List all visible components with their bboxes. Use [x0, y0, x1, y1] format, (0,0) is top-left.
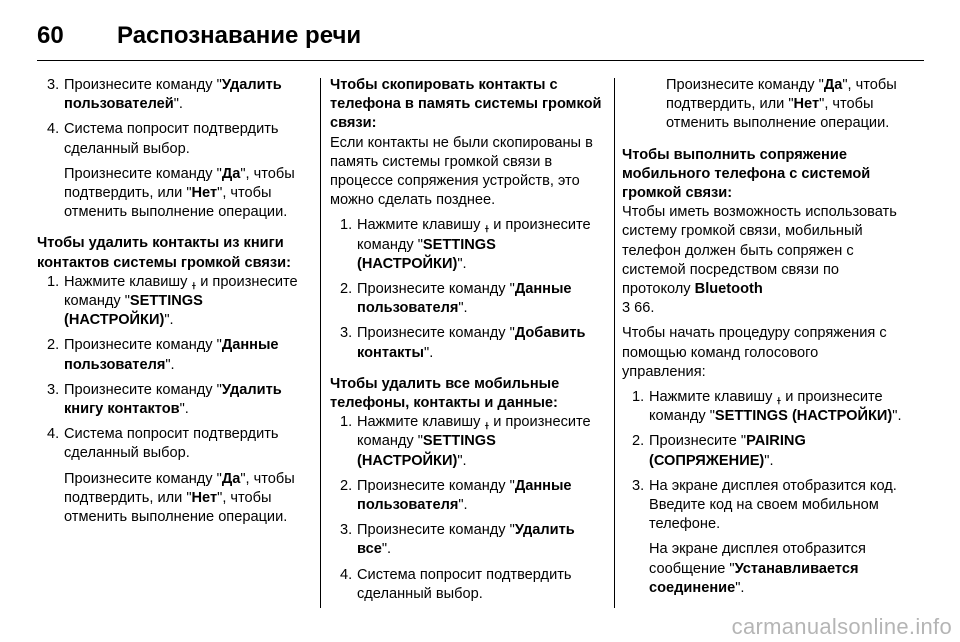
column-divider: [320, 78, 321, 608]
microphone-icon: ߪ: [776, 390, 782, 405]
column-1: [37, 76, 305, 533]
list-item: 1. Нажмите клавишу ߪ и произнесите команду "SETTINGS (НАСТРОЙКИ)".: [632, 389, 902, 425]
list-item: 2. Произнесите команду "Данные пользователя".: [340, 477, 572, 514]
microphone-icon: ߪ: [191, 274, 197, 289]
header-rule: [37, 60, 924, 61]
list-item: 2. Произнесите "PAIRING (СОПРЯЖЕНИЕ)".: [632, 433, 806, 469]
list-item: 4. Система попросит подтвердить сделанный выбор. Произнесите команду "Да", чтобы подтвердить, или "Нет", чтобы отменить выполнение операции.: [47, 426, 295, 526]
section-heading: Чтобы выполнить сопряжение мобильного телефона с системой громкой связи:: [622, 146, 871, 202]
column-divider: [614, 78, 615, 608]
list-item: 3. Произнесите команду "Удалить книгу контактов".: [47, 381, 282, 418]
page-reference: 3 66.: [622, 300, 655, 317]
watermark: carmanualsonline.info: [731, 614, 952, 639]
list-item: 3. Произнесите команду "Добавить контакты".: [340, 325, 586, 361]
list-item: 1. Нажмите клавишу ߪ и произнесите команду "SETTINGS (НАСТРОЙКИ)".: [340, 414, 591, 469]
page-number: 60: [37, 22, 64, 49]
section-heading: Чтобы скопировать контакты с телефона в память системы громкой связи:: [330, 77, 602, 132]
list-item: 4. Система попросит подтвердить сделанный выбор. Произнесите команду "Да", чтобы подтвердить, или "Нет", чтобы отменить выполнение операции.: [47, 121, 295, 221]
list-item: 3. На экране дисплея отобразится код. Введите код на своем мобильном телефоне. На экране дисплея отобразится сообщение "Устанавливается соединение".: [632, 477, 897, 596]
microphone-icon: ߪ: [484, 218, 490, 233]
page-header: [37, 16, 361, 56]
page-title: Распознавание речи: [117, 22, 362, 49]
list-item: 3. Произнесите команду "Удалить все".: [340, 522, 575, 558]
list-item: 1. Нажмите клавишу ߪ и произнесите команду "SETTINGS (НАСТРОЙКИ)".: [47, 273, 298, 329]
paragraph: Чтобы начать процедуру сопряжения с помощью команд голосового управления:: [622, 325, 887, 380]
column-3: [622, 76, 904, 604]
paragraph: Произнесите команду "Да", чтобы подтвердить, или "Нет", чтобы отменить выполнение операции.: [666, 77, 897, 132]
section-heading: Чтобы удалить все мобильные телефоны, контакты и данные:: [330, 375, 560, 412]
paragraph: Если контакты не были скопированы в память системы громкой связи в процессе сопряжения устройств, это можно сделать позднее.: [330, 134, 593, 209]
list-item: 4. Система попросит подтвердить сделанный выбор.: [340, 566, 572, 602]
microphone-icon: ߪ: [484, 415, 490, 430]
list-item: 2. Произнесите команду "Данные пользователя".: [340, 281, 572, 317]
list-item: 3. Произнесите команду "Удалить пользователей".: [47, 77, 282, 113]
paragraph: Чтобы иметь возможность использовать систему громкой связи, мобильный телефон должен быть сопряжен с системой посредством связи по протоколу Bluetooth 3 66.: [622, 204, 897, 317]
list-item: 1. Нажмите клавишу ߪ и произнесите команду "SETTINGS (НАСТРОЙКИ)".: [340, 217, 591, 272]
column-2: [330, 76, 602, 610]
section-heading: Чтобы удалить контакты из книги контактов системы громкой связи:: [37, 235, 291, 271]
list-item: 2. Произнесите команду "Данные пользователя".: [47, 337, 279, 373]
